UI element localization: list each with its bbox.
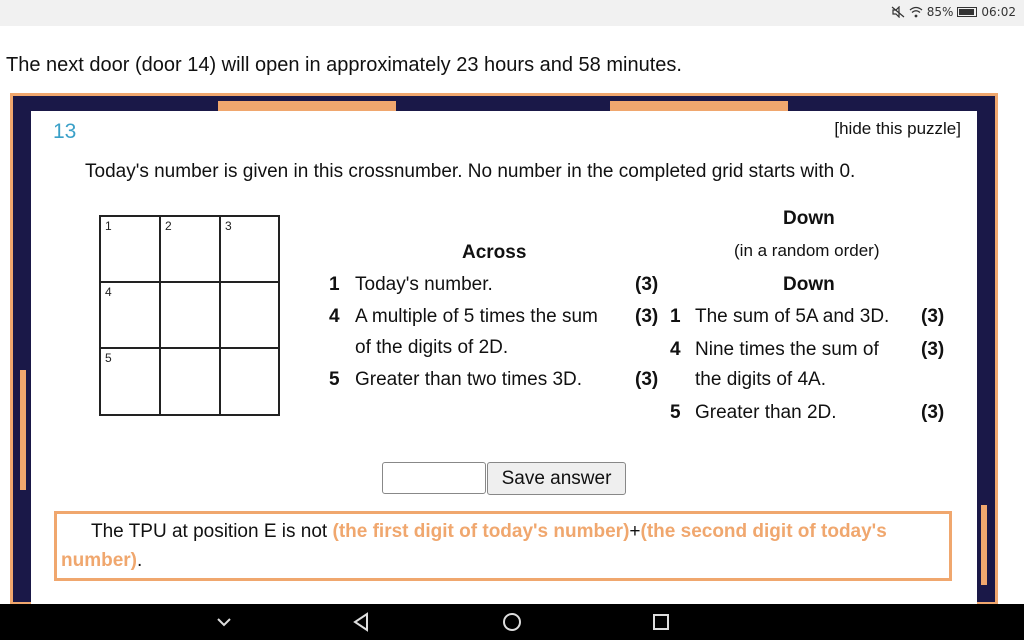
crossnumber-grid bbox=[99, 215, 280, 416]
puzzle-intro: Today's number is given in this crossnumber. No number in the completed grid starts with 0. bbox=[85, 161, 856, 182]
cell-number: 1 bbox=[105, 219, 112, 233]
down-clue-length: (3) bbox=[921, 306, 945, 327]
frame-strip-right bbox=[981, 505, 987, 585]
hint-part1: (the first digit of today's number) bbox=[332, 521, 630, 542]
down-clue-length: (3) bbox=[921, 402, 945, 423]
hint-plus: + bbox=[629, 521, 641, 542]
mute-icon bbox=[891, 6, 905, 18]
frame-strip-left bbox=[20, 370, 26, 490]
down-clue-number: 5 bbox=[670, 402, 681, 423]
nav-bar bbox=[0, 604, 1024, 640]
hide-puzzle-link[interactable]: [hide this puzzle] bbox=[834, 119, 961, 138]
cell-number: 5 bbox=[105, 351, 112, 365]
next-door-notice: The next door (door 14) will open in approximately 23 hours and 58 minutes. bbox=[6, 54, 682, 76]
hint-box bbox=[54, 511, 952, 581]
down-clue-text-line1: Nine times the sum of bbox=[695, 339, 879, 360]
grid-cell[interactable] bbox=[161, 217, 221, 283]
grid-cell[interactable] bbox=[101, 283, 161, 349]
hint-suffix: . bbox=[137, 550, 143, 571]
down-clue-number: 4 bbox=[670, 339, 681, 360]
wifi-icon bbox=[909, 6, 923, 18]
battery-percent: 85% bbox=[926, 5, 954, 19]
frame-tab-left bbox=[218, 101, 396, 111]
hint-part2: (the second digit of today's number) bbox=[61, 521, 887, 571]
down-clue-text: Greater than 2D. bbox=[695, 402, 837, 423]
battery-icon bbox=[957, 7, 977, 17]
down-group-subheading: (in a random order) bbox=[734, 241, 880, 260]
cell-number: 2 bbox=[165, 219, 172, 233]
down-group-heading: Down bbox=[783, 208, 835, 229]
cell-number: 3 bbox=[225, 219, 232, 233]
status-bar bbox=[0, 0, 1024, 26]
across-clue-number: 5 bbox=[329, 369, 340, 390]
down-clue-text: The sum of 5A and 3D. bbox=[695, 306, 890, 327]
answer-input[interactable] bbox=[382, 462, 486, 494]
grid-cell[interactable] bbox=[221, 349, 278, 414]
clock: 06:02 bbox=[981, 5, 1016, 19]
across-heading: Across bbox=[462, 242, 527, 263]
down-clue-text-line2: the digits of 4A. bbox=[695, 369, 826, 390]
across-clue-text-line2: of the digits of 2D. bbox=[355, 337, 509, 358]
grid-cell[interactable] bbox=[221, 283, 278, 349]
across-clue-text: Today's number. bbox=[355, 274, 493, 295]
across-clue-length: (3) bbox=[635, 369, 659, 390]
chevron-down-icon[interactable] bbox=[212, 610, 236, 634]
frame-tab-right bbox=[610, 101, 788, 111]
puzzle-panel bbox=[31, 111, 977, 605]
down-heading: Down bbox=[783, 274, 835, 295]
across-clue-text: Greater than two times 3D. bbox=[355, 369, 583, 390]
across-clue-text-line1: A multiple of 5 times the sum bbox=[355, 306, 598, 327]
across-clue-length: (3) bbox=[635, 306, 659, 327]
door-number: 13 bbox=[53, 120, 77, 143]
hint-prefix: The TPU at position E is not bbox=[91, 521, 333, 542]
cell-number: 4 bbox=[105, 285, 112, 299]
home-icon[interactable] bbox=[500, 610, 524, 634]
down-clue-length: (3) bbox=[921, 339, 945, 360]
across-clue-number: 4 bbox=[329, 306, 340, 327]
grid-cell[interactable] bbox=[221, 217, 278, 283]
save-answer-button[interactable]: Save answer bbox=[487, 462, 626, 495]
grid-cell[interactable] bbox=[161, 349, 221, 414]
across-clue-length: (3) bbox=[635, 274, 659, 295]
down-clue-number: 1 bbox=[670, 306, 681, 327]
grid-cell[interactable] bbox=[101, 217, 161, 283]
status-icons bbox=[891, 5, 1016, 19]
back-icon[interactable] bbox=[350, 610, 374, 634]
recents-icon[interactable] bbox=[649, 610, 673, 634]
grid-cell[interactable] bbox=[101, 349, 161, 414]
grid-cell[interactable] bbox=[161, 283, 221, 349]
across-clue-number: 1 bbox=[329, 274, 340, 295]
